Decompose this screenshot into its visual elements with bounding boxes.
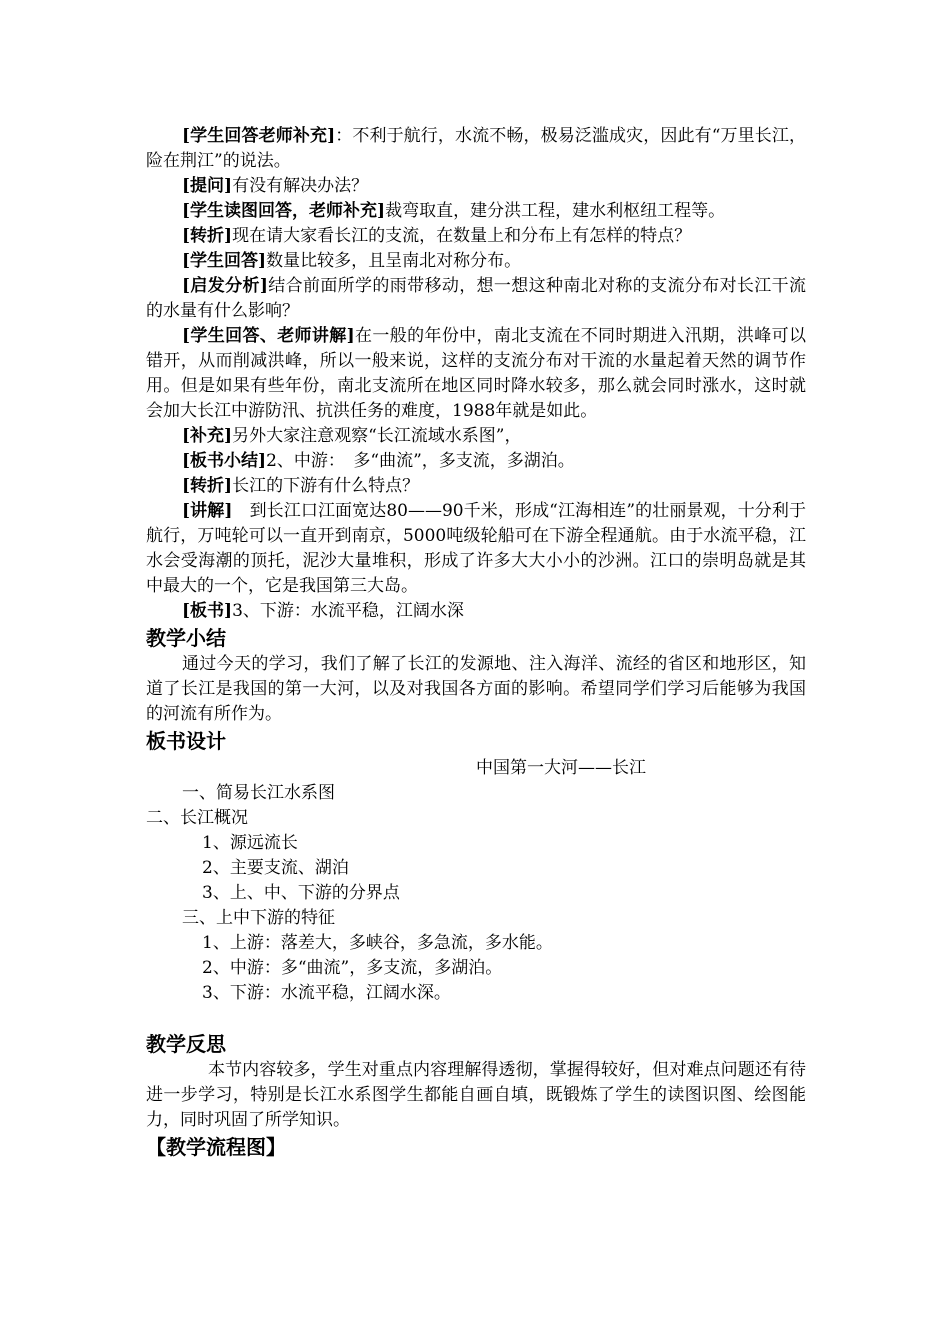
paragraph-text: 裁弯取直，建分洪工程，建水利枢纽工程等。 xyxy=(385,201,726,221)
paragraph-text: 3、下游：水流平稳，江阔水深 xyxy=(232,601,464,621)
board-section-3: 三、上中下游的特征 xyxy=(182,908,335,928)
tag-label: [学生回答、老师讲解] xyxy=(182,326,355,346)
tag-label: [讲解] xyxy=(182,501,233,521)
section-heading-board-design: 板书设计 xyxy=(146,729,226,753)
paragraph-text: 现在请大家看长江的支流，在数量上和分布上有怎样的特点？ xyxy=(232,226,692,246)
tag-label: [学生回答老师补充] xyxy=(182,126,336,146)
board-item: 2、中游：多“曲流”，多支流，多湖泊。 xyxy=(202,958,503,978)
reflection-text: 本节内容较多，学生对重点内容理解得透彻，掌握得较好，但对难点问题还有待进一步学习，特别是长江水系图学生都能自画自填，既锻炼了学生的读图识图、绘图能力，同时巩固了所学知识。 xyxy=(146,1060,806,1130)
paragraph-text: 有没有解决办法？ xyxy=(232,176,369,196)
spacer xyxy=(146,1006,806,1030)
paragraph-board xyxy=(146,599,806,624)
board-section-2: 二、长江概况 xyxy=(146,808,248,828)
paragraph-text: ：不利于航行，水流不畅，极易泛滥成灾，因此有“万里长江，险在荆江”的说法。 xyxy=(146,126,806,171)
tag-label: [转折] xyxy=(182,226,233,246)
paragraph-text: 另外大家注意观察“长江流域水系图”， xyxy=(232,426,522,446)
tag-label: [学生回答] xyxy=(182,251,267,271)
board-item: 3、下游：水流平稳，江阔水深。 xyxy=(202,983,451,1003)
paragraph-explanation xyxy=(146,324,806,424)
tag-label: [提问] xyxy=(182,176,233,196)
board-section-1: 一、简易长江水系图 xyxy=(182,783,335,803)
paragraph-student-answer xyxy=(146,249,806,274)
tag-label: [启发分析] xyxy=(182,276,268,296)
paragraph-text: 到长江口江面宽达80——90千米，形成“江海相连”的壮丽景观，十分利于航行，万吨轮可以一直开到南京，5000吨级轮船可在下游全程通航。由于水流平稳，江水会受海潮的顶托，泥沙大量堆积，形成了许多大大小小的沙洲。江口的崇明岛就是其中最大的一个，它是我国第三大岛。 xyxy=(146,501,806,596)
summary-text: 通过今天的学习，我们了解了长江的发源地、注入海洋、流经的省区和地形区，知道了长江是我国的第一大河，以及对我国各方面的影响。希望同学们学习后能够为我国的河流有所作为。 xyxy=(146,654,806,724)
tag-label: [板书] xyxy=(182,601,233,621)
board-item: 1、源远流长 xyxy=(202,833,298,853)
tag-label: [板书小结] xyxy=(182,451,267,471)
board-item: 3、上、中、下游的分界点 xyxy=(202,883,400,903)
board-title: 中国第一大河——长江 xyxy=(476,758,646,778)
section-heading-summary: 教学小结 xyxy=(146,626,226,650)
tag-label: [转折] xyxy=(182,476,233,496)
tag-label: [补充] xyxy=(182,426,233,446)
section-heading-reflection: 教学反思 xyxy=(146,1032,226,1056)
section-heading-flowchart: 【教学流程图】 xyxy=(146,1135,286,1159)
board-item: 1、上游：落差大，多峡谷，多急流，多水能。 xyxy=(202,933,553,953)
paragraph-text: 在一般的年份中，南北支流在不同时期进入汛期，洪峰可以错开，从而削减洪峰，所以一般来说，这样的支流分布对干流的水量起着天然的调节作用。但是如果有些年份，南北支流所在地区同时降水较多，那么就会同时涨水，这时就会加大长江中游防汛、抗洪任务的难度，1988年就是如此。 xyxy=(146,326,806,421)
paragraph-text: 2、中游： 多“曲流”，多支流，多湖泊。 xyxy=(266,451,575,471)
paragraph-map-answer xyxy=(146,199,806,224)
board-item: 2、主要支流、湖泊 xyxy=(202,858,349,878)
paragraph-transition xyxy=(146,224,806,249)
paragraph-supplement xyxy=(146,424,806,449)
paragraph-answer-supplement xyxy=(146,124,806,174)
document-page xyxy=(146,124,806,1161)
paragraph-text: 长江的下游有什么特点？ xyxy=(232,476,420,496)
paragraph-question xyxy=(146,174,806,199)
paragraph-lecture xyxy=(146,499,806,599)
paragraph-transition-lower xyxy=(146,474,806,499)
paragraph-text: 数量比较多，且呈南北对称分布。 xyxy=(266,251,522,271)
paragraph-board-summary xyxy=(146,449,806,474)
tag-label: [学生读图回答，老师补充] xyxy=(182,201,386,221)
paragraph-text: 结合前面所学的雨带移动，想一想这种南北对称的支流分布对长江干流的水量有什么影响？ xyxy=(146,276,807,321)
paragraph-analysis xyxy=(146,274,806,324)
